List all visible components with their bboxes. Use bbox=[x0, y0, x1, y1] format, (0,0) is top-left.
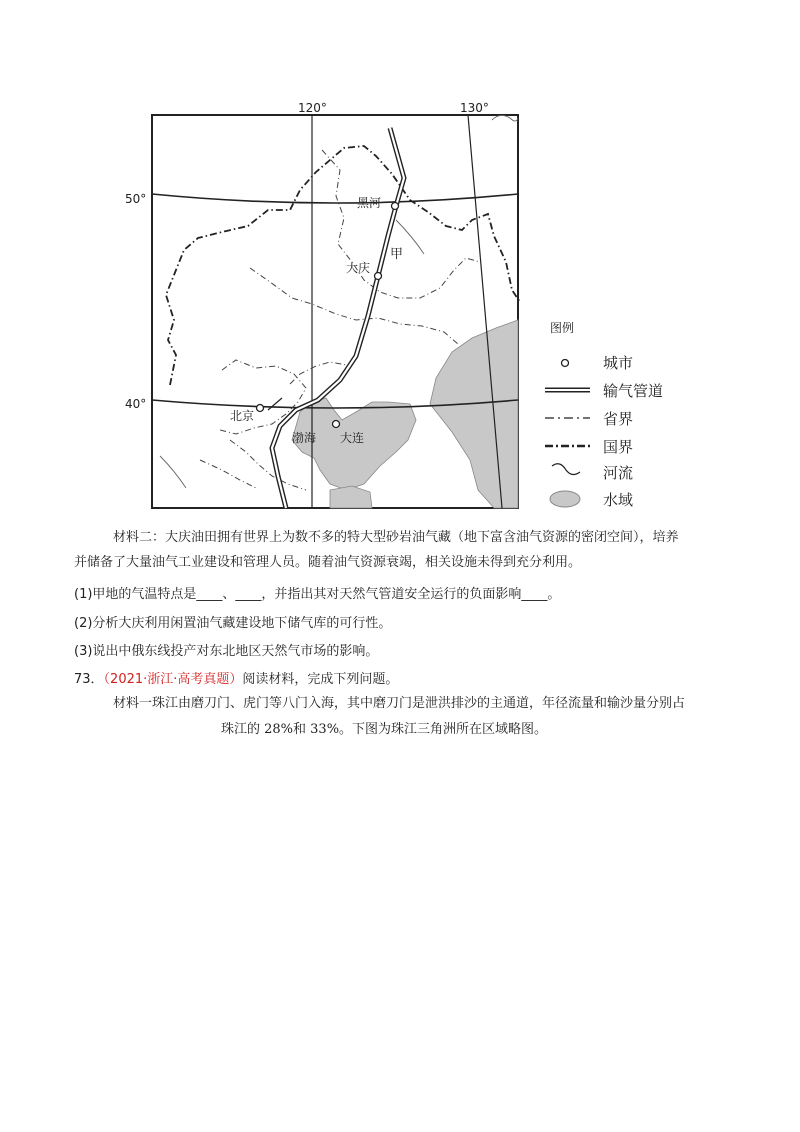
legend-city-symbol bbox=[562, 360, 569, 367]
lon-label-130: 130° bbox=[460, 101, 489, 115]
question-2: (2)分析大庆利用闲置油气藏建设地下储气库的可行性。 bbox=[74, 616, 392, 631]
northeast-china-map bbox=[0, 0, 800, 520]
material2-line1: 材料二：大庆油田拥有世界上为数不多的特大型砂岩油气藏（地下富含油气资源的密闭空间），培养 bbox=[113, 530, 679, 545]
question-73-number: 73． bbox=[74, 672, 104, 687]
legend-item-river: 河流 bbox=[603, 464, 634, 482]
question-73-header bbox=[74, 668, 398, 687]
legend-river-symbol bbox=[552, 464, 580, 475]
question-73-instruction: 阅读材料，完成下列问题。 bbox=[242, 672, 399, 687]
city-label-daqing: 大庆 bbox=[346, 261, 371, 275]
legend-item-province: 省界 bbox=[603, 410, 634, 428]
lon-label-120: 120° bbox=[298, 101, 327, 115]
legend-water-symbol bbox=[550, 491, 580, 507]
marker-jia: 甲 bbox=[390, 247, 404, 262]
legend-item-pipeline: 输气管道 bbox=[603, 382, 664, 400]
city-marker-dalian bbox=[333, 421, 340, 428]
legend-item-water: 水域 bbox=[603, 491, 634, 509]
city-marker-beijing bbox=[257, 405, 264, 412]
legend-item-national: 国界 bbox=[603, 438, 634, 456]
question-3: (3)说出中俄东线投产对东北地区天然气市场的影响。 bbox=[74, 644, 379, 659]
city-marker-heihe bbox=[392, 203, 399, 210]
lat-label-40: 40° bbox=[125, 397, 147, 411]
question-73-source: （2021·浙江·高考真题） bbox=[103, 672, 243, 687]
legend-item-city: 城市 bbox=[603, 354, 634, 372]
city-marker-daqing bbox=[375, 273, 382, 280]
material1-line2: 珠江的 28%和 33%。下图为珠江三角洲所在区域略图。 bbox=[221, 722, 548, 737]
sea-label-bohai: 渤海 bbox=[292, 431, 317, 445]
material1-line1: 材料一珠江由磨刀门、虎门等八门入海，其中磨刀门是泄洪排沙的主通道，年径流量和输沙量分别占 bbox=[113, 696, 686, 711]
city-label-beijing: 北京 bbox=[230, 409, 255, 423]
material2-line2: 并储备了大量油气工业建设和管理人员。随着油气资源衰竭，相关设施未得到充分利用。 bbox=[74, 555, 582, 570]
question-1: (1)甲地的气温特点是____、____，并指出其对天然气管道安全运行的负面影响____。 bbox=[74, 587, 561, 602]
city-label-dalian: 大连 bbox=[340, 431, 365, 445]
legend-title: 图例 bbox=[550, 321, 575, 335]
lat-label-50: 50° bbox=[125, 192, 147, 206]
city-label-heihe: 黑河 bbox=[357, 196, 382, 210]
legend bbox=[545, 320, 663, 509]
